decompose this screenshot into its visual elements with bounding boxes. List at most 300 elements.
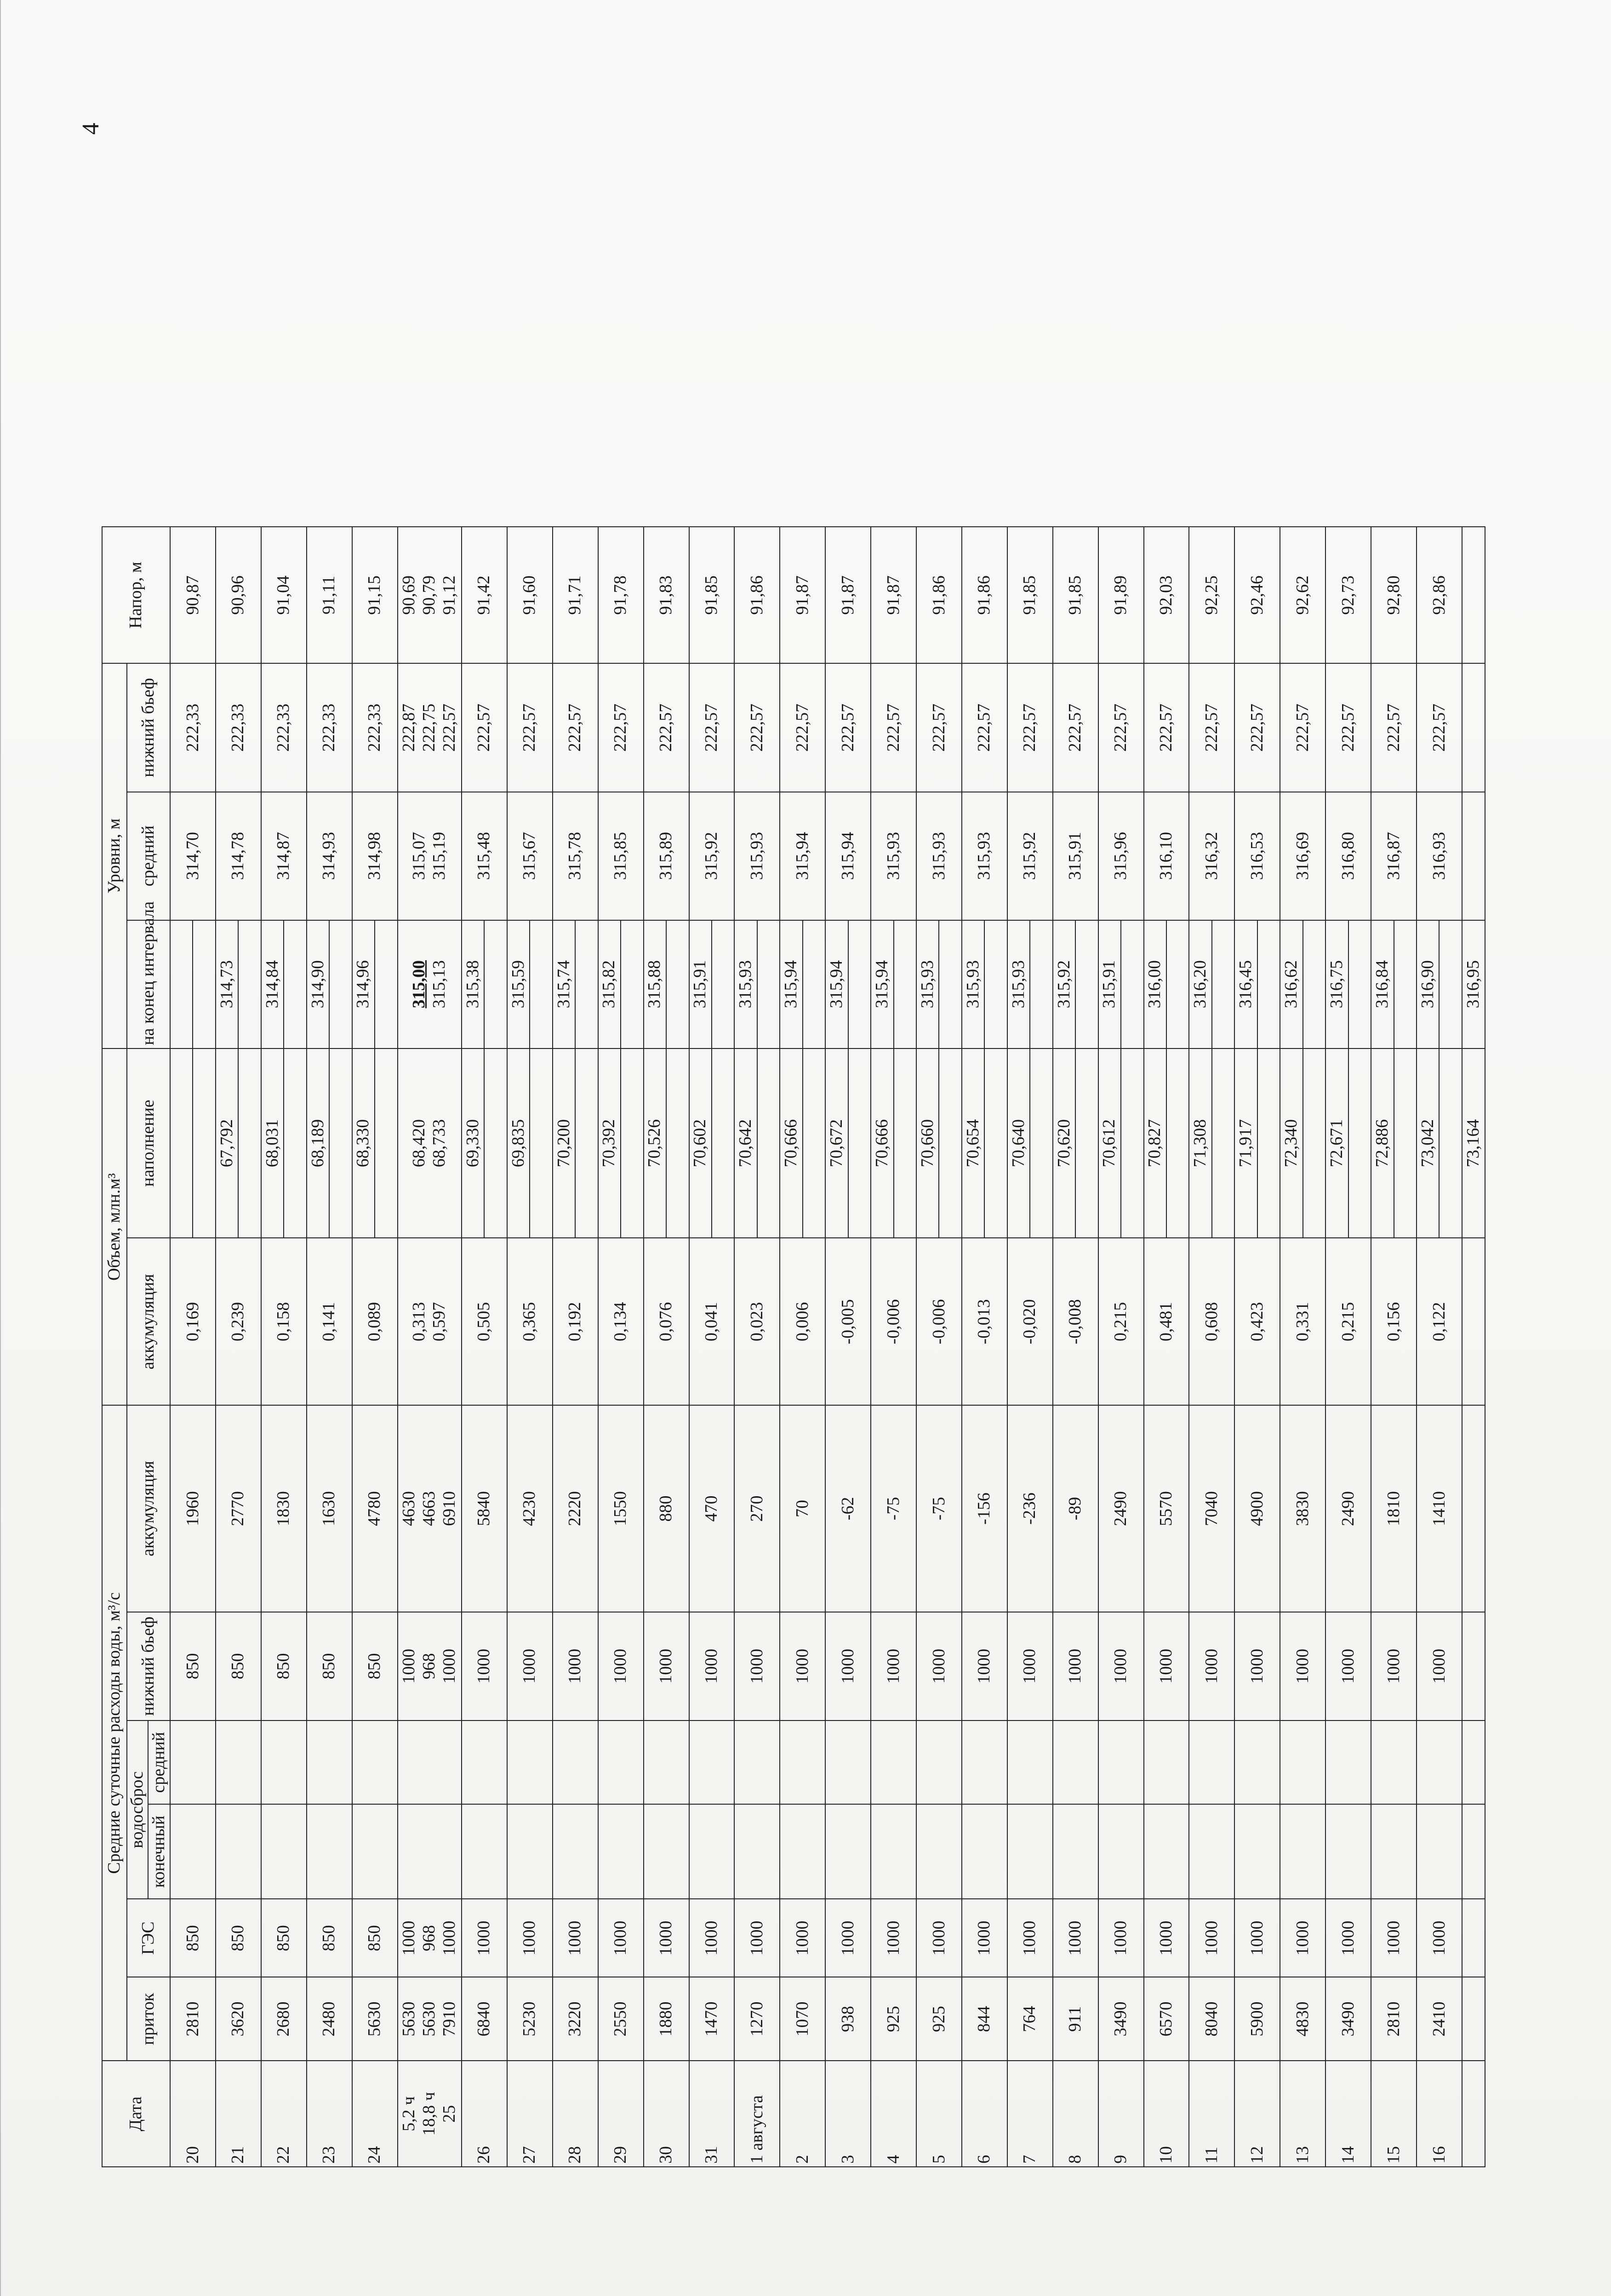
cell-level-avg-split-line: 315,19 (429, 832, 449, 880)
cell-level-avg: 315,92 (689, 792, 735, 920)
cell-head-split-line: 91,12 (440, 575, 459, 615)
cell-filling: 70,526 (644, 1048, 666, 1238)
cell-level-avg: 315,78 (553, 792, 598, 920)
cell-spillway-final (216, 1804, 261, 1899)
cell-head: 92,86 (1417, 527, 1462, 663)
cell-inflow: 3220 (553, 1977, 598, 2061)
cell-level-avg: 316,80 (1325, 792, 1371, 920)
cell-inflow: 5230 (507, 1977, 553, 2061)
cell-date: 3 (825, 2061, 871, 2167)
cell-filling: 68,031 (261, 1048, 284, 1238)
cell-accumulation-volume: 0,122 (1417, 1238, 1462, 1405)
cell-tailwater: 1000 (780, 1612, 825, 1721)
cell-spillway-avg (916, 1721, 962, 1804)
cell-empty (1462, 527, 1485, 663)
cell-head: 91,86 (916, 527, 962, 663)
cell-spillway-final (398, 1804, 462, 1899)
cell-tailwater: 1000 (1417, 1612, 1462, 1721)
cell-date: 29 (598, 2061, 644, 2167)
cell-level-avg-split-line: 315,07 (409, 832, 429, 880)
header-date: Дата (102, 2061, 170, 2167)
cell-inflow: 938 (825, 1977, 871, 2061)
cell-hpp: 1000 (1189, 1899, 1234, 1977)
cell-level-end-spacer (1166, 920, 1189, 1048)
cell-level-tail: 222,57 (462, 663, 507, 792)
cell-filling: 71,917 (1234, 1048, 1257, 1238)
cell-head: 90,87 (170, 527, 216, 663)
cell-filling: 72,886 (1371, 1048, 1394, 1238)
cell-filling: 70,620 (1053, 1048, 1075, 1238)
cell-level-tail: 222,57 (1189, 663, 1234, 792)
cell-accumulation: 5570 (1144, 1405, 1189, 1612)
cell-accumulation: -89 (1053, 1405, 1098, 1612)
cell-level-end-spacer (1212, 920, 1234, 1048)
cell-inflow: 5630 (352, 1977, 398, 2061)
cell-hpp: 1000 (689, 1899, 735, 1977)
cell-filling: 68,330 (352, 1048, 375, 1238)
cell-accumulation-volume: 0,608 (1189, 1238, 1234, 1405)
cell-tailwater: 1000 (1325, 1612, 1371, 1721)
cell-date: 14 (1325, 2061, 1371, 2167)
cell-level-end-spacer (284, 920, 306, 1048)
cell-level-tail: 222,57 (598, 663, 644, 792)
cell-level-end: 316,75 (1325, 920, 1348, 1048)
cell-spillway-final (916, 1804, 962, 1899)
table-row (598, 527, 621, 2167)
cell-filling-spacer (1394, 1048, 1417, 1238)
cell-accumulation-volume: 0,158 (261, 1238, 307, 1405)
cell-level-tail: 222,57 (825, 663, 871, 792)
cell-accumulation: 1550 (598, 1405, 644, 1612)
cell-level-avg: 315,92 (1007, 792, 1053, 920)
cell-level-end-spacer (484, 920, 507, 1048)
cell-filling (170, 1048, 193, 1238)
table-row (1144, 527, 1166, 2167)
cell-accumulation-volume: 0,023 (734, 1238, 780, 1405)
table-row (1280, 527, 1303, 2167)
cell-level-avg: 315,93 (962, 792, 1007, 920)
cell-accumulation-volume-split (398, 1238, 462, 1405)
cell-level-tail-split-line: 222,75 (419, 703, 439, 752)
cell-hpp: 1000 (1098, 1899, 1144, 1977)
cell-filling-spacer (939, 1048, 961, 1238)
header-inflow: приток (127, 1977, 170, 2061)
cell-date: 16 (1417, 2061, 1462, 2167)
cell-hpp: 1000 (462, 1899, 507, 1977)
cell-spillway-avg (1189, 1721, 1234, 1804)
cell-level-tail: 222,57 (962, 663, 1007, 792)
cell-filling-spacer (1303, 1048, 1325, 1238)
cell-level-end: 316,00 (1144, 920, 1166, 1048)
cell-hpp: 1000 (507, 1899, 553, 1977)
cell-inflow: 6570 (1144, 1977, 1189, 2061)
rotated-table-wrapper (102, 526, 1485, 2167)
cell-level-avg: 314,70 (170, 792, 216, 920)
cell-date: 6 (962, 2061, 1007, 2167)
cell-level-end-spacer (984, 920, 1007, 1048)
cell-tailwater: 1000 (1371, 1612, 1417, 1721)
cell-empty (1462, 1804, 1485, 1899)
cell-filling-spacer (1439, 1048, 1462, 1238)
table-row (1371, 527, 1394, 2167)
cell-spillway-avg (734, 1721, 780, 1804)
cell-date: 13 (1280, 2061, 1325, 2167)
cell-head: 91,87 (871, 527, 916, 663)
cell-level-avg: 314,98 (352, 792, 398, 920)
cell-spillway-avg (825, 1721, 871, 1804)
cell-head: 91,78 (598, 527, 644, 663)
cell-date: 9 (1098, 2061, 1144, 2167)
cell-accumulation-volume: 0,156 (1371, 1238, 1417, 1405)
cell-spillway-avg (962, 1721, 1007, 1804)
cell-inflow: 2810 (1371, 1977, 1417, 2061)
cell-head: 91,87 (780, 527, 825, 663)
cell-spillway-final (1280, 1804, 1325, 1899)
table-row-final (1462, 527, 1485, 2167)
cell-filling-spacer (1348, 1048, 1371, 1238)
cell-date: 27 (507, 2061, 553, 2167)
table-row (307, 527, 329, 2167)
cell-tailwater: 850 (216, 1612, 261, 1721)
cell-empty (1462, 1238, 1485, 1405)
cell-tailwater: 1000 (871, 1612, 916, 1721)
cell-tailwater: 1000 (462, 1612, 507, 1721)
cell-accumulation: 4230 (507, 1405, 553, 1612)
cell-tailwater: 850 (170, 1612, 216, 1721)
cell-tailwater: 1000 (1234, 1612, 1280, 1721)
cell-inflow: 925 (916, 1977, 962, 2061)
cell-level-end: 315,93 (734, 920, 757, 1048)
cell-level-end: 316,90 (1417, 920, 1439, 1048)
table-row (1325, 527, 1348, 2167)
header-level-tail: нижний бьеф (127, 663, 170, 792)
cell-inflow: 6840 (462, 1977, 507, 2061)
cell-date: 10 (1144, 2061, 1189, 2167)
cell-head: 90,96 (216, 527, 261, 663)
cell-empty (1462, 663, 1485, 792)
cell-level-end-spacer (712, 920, 734, 1048)
cell-head: 91,71 (553, 527, 598, 663)
cell-accumulation: 470 (689, 1405, 735, 1612)
cell-filling-spacer (894, 1048, 916, 1238)
cell-hpp: 1000 (598, 1899, 644, 1977)
cell-accumulation-volume: 0,041 (689, 1238, 735, 1405)
cell-level-end-spacer (666, 920, 689, 1048)
cell-level-end-spacer (1348, 920, 1371, 1048)
cell-date: 23 (307, 2061, 352, 2167)
cell-level-end: 315,93 (962, 920, 984, 1048)
cell-date-split-line: 25 (440, 2105, 459, 2123)
cell-inflow: 925 (871, 1977, 916, 2061)
cell-level-avg-split (398, 792, 462, 920)
cell-head: 91,04 (261, 527, 307, 663)
cell-hpp: 1000 (1007, 1899, 1053, 1977)
cell-inflow: 3490 (1098, 1977, 1144, 2061)
cell-inflow: 1070 (780, 1977, 825, 2061)
cell-level-end: 316,95 (1462, 920, 1485, 1048)
cell-filling-split-line: 68,733 (429, 1119, 449, 1168)
cell-accumulation-volume: 0,169 (170, 1238, 216, 1405)
cell-accumulation-volume: 0,423 (1234, 1238, 1280, 1405)
cell-filling: 70,666 (780, 1048, 802, 1238)
header-level-avg: средний (127, 792, 170, 920)
table-row (1053, 527, 1075, 2167)
cell-filling-split (398, 1048, 462, 1238)
cell-head: 91,86 (962, 527, 1007, 663)
cell-head: 91,42 (462, 527, 507, 663)
cell-filling-spacer (757, 1048, 780, 1238)
cell-level-tail: 222,57 (1144, 663, 1189, 792)
cell-level-end-split-line: 315,00 (409, 960, 429, 1008)
cell-spillway-avg (598, 1721, 644, 1804)
cell-filling: 70,672 (825, 1048, 848, 1238)
cell-level-end-split (398, 920, 462, 1048)
cell-spillway-final (598, 1804, 644, 1899)
table-row (1417, 527, 1439, 2167)
cell-level-end: 316,20 (1189, 920, 1211, 1048)
table-row (553, 527, 575, 2167)
cell-filling-spacer (1166, 1048, 1189, 1238)
cell-accumulation: 1410 (1417, 1405, 1462, 1612)
cell-level-tail: 222,33 (261, 663, 307, 792)
cell-spillway-avg (1371, 1721, 1417, 1804)
cell-level-avg: 316,53 (1234, 792, 1280, 920)
cell-level-tail: 222,33 (307, 663, 352, 792)
cell-level-avg: 316,87 (1371, 792, 1417, 920)
cell-level-avg: 316,10 (1144, 792, 1189, 920)
cell-level-end: 315,94 (825, 920, 848, 1048)
cell-accumulation-volume: 0,192 (553, 1238, 598, 1405)
cell-hpp: 1000 (553, 1899, 598, 1977)
table-row (644, 527, 666, 2167)
cell-date: 31 (689, 2061, 735, 2167)
cell-accumulation-volume: 0,331 (1280, 1238, 1325, 1405)
cell-level-end: 315,94 (871, 920, 893, 1048)
cell-inflow: 2410 (1417, 1977, 1462, 2061)
cell-spillway-avg (261, 1721, 307, 1804)
cell-inflow-split-line: 7910 (440, 2001, 459, 2037)
cell-accumulation-volume: 0,141 (307, 1238, 352, 1405)
cell-spillway-avg (644, 1721, 689, 1804)
cell-date: 5 (916, 2061, 962, 2167)
cell-head: 92,03 (1144, 527, 1189, 663)
cell-head: 91,85 (1053, 527, 1098, 663)
cell-level-end-spacer (329, 920, 352, 1048)
cell-tailwater: 1000 (962, 1612, 1007, 1721)
cell-hpp: 1000 (1280, 1899, 1325, 1977)
water-balance-table (102, 526, 1485, 2167)
table-row (689, 527, 712, 2167)
cell-level-avg: 315,48 (462, 792, 507, 920)
cell-spillway-avg (689, 1721, 735, 1804)
cell-inflow: 8040 (1189, 1977, 1234, 2061)
cell-level-end-spacer (757, 920, 780, 1048)
cell-hpp-split (398, 1899, 462, 1977)
cell-date: 1 августа (734, 2061, 780, 2167)
header-spillway: водосброс (127, 1721, 148, 1899)
cell-level-tail: 222,57 (1325, 663, 1371, 792)
cell-hpp: 850 (352, 1899, 398, 1977)
cell-spillway-final (1144, 1804, 1189, 1899)
cell-spillway-avg (1007, 1721, 1053, 1804)
cell-level-end-spacer (939, 920, 961, 1048)
cell-inflow: 3620 (216, 1977, 261, 2061)
table-row (916, 527, 939, 2167)
cell-level-end: 315,38 (462, 920, 484, 1048)
cell-accumulation-volume: -0,020 (1007, 1238, 1053, 1405)
cell-head: 91,87 (825, 527, 871, 663)
cell-inflow: 4830 (1280, 1977, 1325, 2061)
cell-date: 22 (261, 2061, 307, 2167)
cell-hpp: 1000 (734, 1899, 780, 1977)
cell-empty (1462, 1612, 1485, 1721)
cell-level-avg: 314,87 (261, 792, 307, 920)
cell-filling-spacer (712, 1048, 734, 1238)
cell-spillway-final (1234, 1804, 1280, 1899)
cell-accumulation-volume: 0,134 (598, 1238, 644, 1405)
cell-accumulation: 2220 (553, 1405, 598, 1612)
cell-spillway-final (507, 1804, 553, 1899)
cell-filling-spacer (193, 1048, 215, 1238)
cell-level-end: 315,88 (644, 920, 666, 1048)
cell-tailwater: 1000 (598, 1612, 644, 1721)
cell-filling-spacer (621, 1048, 643, 1238)
cell-filling: 72,340 (1280, 1048, 1303, 1238)
cell-spillway-avg (398, 1721, 462, 1804)
cell-accumulation-split-line: 4663 (419, 1491, 439, 1526)
cell-inflow-split-line: 5630 (399, 2001, 419, 2037)
table-row (825, 527, 848, 2167)
cell-filling-spacer (375, 1048, 397, 1238)
cell-hpp: 1000 (1234, 1899, 1280, 1977)
cell-level-tail: 222,57 (1371, 663, 1417, 792)
cell-inflow: 2680 (261, 1977, 307, 2061)
cell-date: 30 (644, 2061, 689, 2167)
cell-spillway-avg (352, 1721, 398, 1804)
cell-spillway-avg (1053, 1721, 1098, 1804)
cell-level-avg: 315,93 (871, 792, 916, 920)
cell-empty (1462, 1721, 1485, 1804)
table-row (352, 527, 375, 2167)
cell-level-tail: 222,57 (1098, 663, 1144, 792)
cell-tailwater: 1000 (1007, 1612, 1053, 1721)
cell-accumulation-volume: -0,006 (871, 1238, 916, 1405)
cell-tailwater-split-line: 968 (419, 1653, 439, 1680)
cell-accumulation-split-line: 6910 (440, 1491, 459, 1526)
cell-accumulation: 4780 (352, 1405, 398, 1612)
cell-level-tail: 222,57 (507, 663, 553, 792)
cell-accumulation: 70 (780, 1405, 825, 1612)
cell-level-avg: 315,91 (1053, 792, 1098, 920)
cell-accumulation-split (398, 1405, 462, 1612)
cell-accumulation-volume: -0,006 (916, 1238, 962, 1405)
cell-hpp: 850 (307, 1899, 352, 1977)
table-row (261, 527, 284, 2167)
cell-spillway-avg (1144, 1721, 1189, 1804)
cell-accumulation-volume: 0,505 (462, 1238, 507, 1405)
cell-level-end: 314,84 (261, 920, 284, 1048)
cell-hpp: 1000 (1371, 1899, 1417, 1977)
cell-level-tail: 222,57 (553, 663, 598, 792)
cell-spillway-avg (780, 1721, 825, 1804)
cell-filling: 73,164 (1462, 1048, 1485, 1238)
cell-level-end-spacer (894, 920, 916, 1048)
cell-filling: 68,189 (307, 1048, 329, 1238)
cell-spillway-final (1417, 1804, 1462, 1899)
cell-head: 91,83 (644, 527, 689, 663)
cell-hpp: 1000 (916, 1899, 962, 1977)
cell-head: 91,15 (352, 527, 398, 663)
cell-head-split (398, 527, 462, 663)
cell-spillway-final (462, 1804, 507, 1899)
cell-hpp: 1000 (780, 1899, 825, 1977)
cell-level-end: 315,93 (1007, 920, 1030, 1048)
cell-level-tail: 222,33 (170, 663, 216, 792)
cell-filling: 70,640 (1007, 1048, 1030, 1238)
cell-head: 92,80 (1371, 527, 1417, 663)
cell-tailwater-split (398, 1612, 462, 1721)
cell-filling: 69,835 (507, 1048, 530, 1238)
cell-level-end-spacer (1030, 920, 1052, 1048)
cell-spillway-avg (1234, 1721, 1280, 1804)
cell-level-end-split-line: 315,13 (429, 960, 449, 1008)
cell-filling-spacer (984, 1048, 1007, 1238)
cell-hpp: 1000 (1144, 1899, 1189, 1977)
cell-level-end: 315,91 (1098, 920, 1121, 1048)
cell-filling: 73,042 (1417, 1048, 1439, 1238)
cell-filling-spacer (329, 1048, 352, 1238)
cell-accumulation: 2490 (1325, 1405, 1371, 1612)
cell-head: 92,25 (1189, 527, 1234, 663)
cell-inflow: 3490 (1325, 1977, 1371, 2061)
cell-tailwater: 1000 (553, 1612, 598, 1721)
table-row (462, 527, 484, 2167)
table-row (780, 527, 802, 2167)
cell-accumulation-volume: 0,365 (507, 1238, 553, 1405)
cell-inflow: 2810 (170, 1977, 216, 2061)
cell-level-tail: 222,33 (352, 663, 398, 792)
cell-spillway-final (780, 1804, 825, 1899)
cell-filling-spacer (803, 1048, 825, 1238)
cell-accumulation-volume: -0,005 (825, 1238, 871, 1405)
cell-filling: 70,666 (871, 1048, 893, 1238)
cell-accumulation: -156 (962, 1405, 1007, 1612)
cell-level-tail: 222,57 (1280, 663, 1325, 792)
table-row (170, 527, 193, 2167)
cell-level-end-spacer (238, 920, 261, 1048)
cell-head: 91,85 (1007, 527, 1053, 663)
cell-filling: 70,602 (689, 1048, 712, 1238)
page-number: 4 (78, 123, 104, 135)
cell-tailwater: 1000 (1053, 1612, 1098, 1721)
cell-accumulation-volume: -0,008 (1053, 1238, 1098, 1405)
table-row (216, 527, 238, 2167)
cell-level-tail: 222,33 (216, 663, 261, 792)
cell-level-end: 315,82 (598, 920, 621, 1048)
cell-head-split-line: 90,69 (399, 575, 419, 615)
cell-tailwater: 1000 (689, 1612, 735, 1721)
cell-head: 91,60 (507, 527, 553, 663)
header-accumulation-flow: аккумуляция (127, 1405, 170, 1612)
table-row (1098, 527, 1121, 2167)
cell-spillway-avg (1325, 1721, 1371, 1804)
cell-filling: 70,660 (916, 1048, 939, 1238)
cell-inflow: 764 (1007, 1977, 1053, 2061)
cell-level-end: 315,93 (916, 920, 939, 1048)
table-row (962, 527, 984, 2167)
cell-level-end: 315,74 (553, 920, 575, 1048)
cell-date: 8 (1053, 2061, 1098, 2167)
